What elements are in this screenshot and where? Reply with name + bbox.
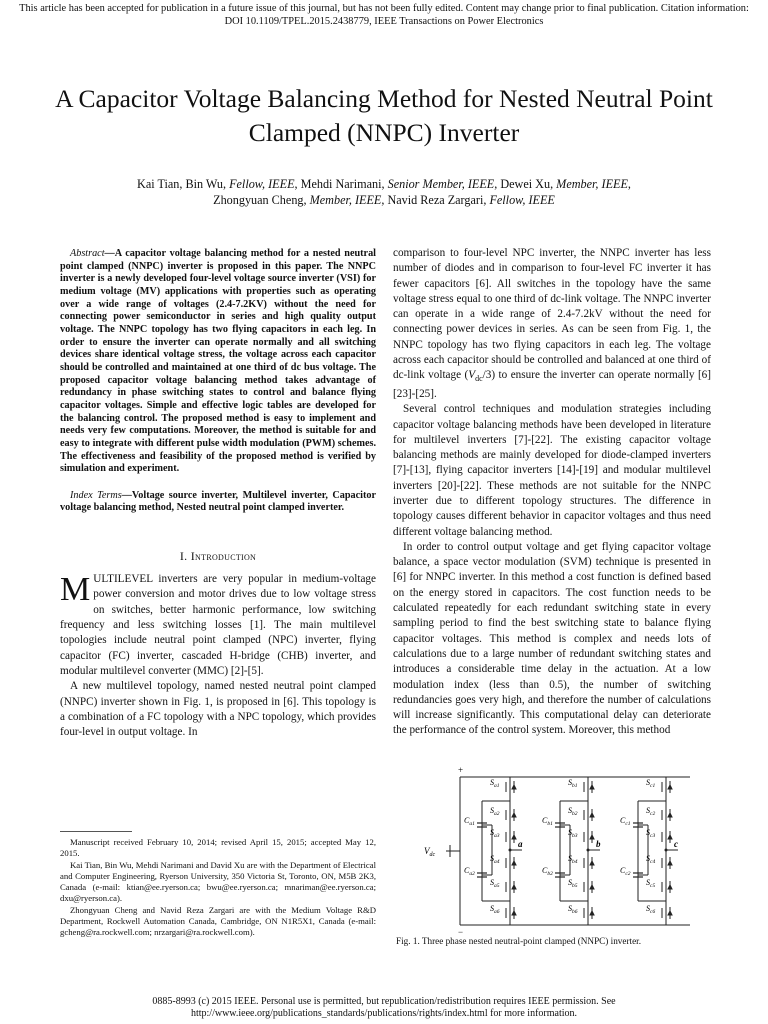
label-switch-b6: $S_{b6}$ <box>568 904 578 915</box>
index-terms-text: —Voltage source inverter, Multilevel inverter, Capacitor voltage balancing method, Nested neutral point clamped inverter. <box>60 489 376 514</box>
plus-label: + <box>458 765 464 775</box>
label-switch-b1: $S_{b1}$ <box>568 778 578 789</box>
switch-c3 <box>662 829 672 845</box>
right-text-1: comparison to four-level NPC inverter, the NNPC inverter has less number of diodes and in comparison to four-level FC inverter it has fewer capacitors [6]. All switches in the topology have the same voltage stress equal to one third of dc-link voltage. The NNPC inverter can operate in a wide range of 2.4-7.2kV without the need for connecting power devices in series. As can be seen from Fig. 1, the NNPC topology has two flying capacitors in each leg. The voltage across each capacitor should be controlled and balanced at one third of dc-link voltage ( <box>393 247 711 382</box>
author-grade: Fellow, IEEE <box>489 192 555 207</box>
footnote-authors-rockwell: Zhongyuan Cheng and Navid Reza Zargari are with the Medium Voltage R&D Department, Rockwell Automation Canada, Cambridge, ON N1R5X1, Canada (e-mail: gcheng@ra.rockwell.com; nrzargari@ra.rockwell.com). <box>60 904 376 938</box>
author-grade: Fellow, IEEE <box>229 177 295 191</box>
drop-cap: M <box>60 571 91 609</box>
footnote-rule <box>60 831 132 832</box>
section-title: Introduction <box>190 549 257 564</box>
abstract-lead: Abstract <box>70 248 105 259</box>
switch-b5 <box>584 879 594 895</box>
author-grade: Member, IEEE <box>556 177 628 191</box>
minus-label: − <box>458 927 464 935</box>
label-switch-c5: $S_{c5}$ <box>646 878 656 889</box>
label-switch-b2: $S_{b2}$ <box>568 806 578 817</box>
right-text-1-tail: /3) to ensure the inverter can operate normally [6][23]-[25]. <box>393 369 711 400</box>
switch-c4 <box>662 855 672 871</box>
author-text: , Navid Reza Zargari, <box>381 192 490 207</box>
nnpc-circuit-figure <box>420 765 716 935</box>
section-heading <box>60 549 376 564</box>
label-switch-a5: $S_{a5}$ <box>490 878 500 889</box>
switch-c1 <box>662 779 672 795</box>
switch-c6 <box>662 905 672 921</box>
author-text: Zhongyuan Cheng, <box>213 192 310 207</box>
switch-c2 <box>662 807 672 823</box>
label-switch-c1: $S_{c1}$ <box>646 778 656 789</box>
vdc-var: V <box>468 369 476 382</box>
section-numeral: I. <box>179 549 191 564</box>
switch-b3 <box>584 829 594 845</box>
label-switch-a2: $S_{a2}$ <box>490 806 500 817</box>
left-column <box>60 248 376 740</box>
paper-title: A Capacitor Voltage Balancing Method for Nested Neutral Point Clamped (NNPC) Inverter <box>55 84 713 147</box>
footnote-authors-ryerson: Kai Tian, Bin Wu, Mehdi Narimani and David Xu are with the Department of Electrical and Computer Engineering, Ryerson University, 350 Victoria St, Toronto, ON, M5B 2K3, Canada (e-mail: ktian@ee.ryerson.ca; bwu@ee.ryerson.ca; mnariman@ee.ryerson.ca; dxu@ryerson.ca). <box>60 859 376 904</box>
abstract <box>60 248 376 476</box>
label-capacitor-b2: $C_{b2}$ <box>542 866 553 877</box>
right-paragraph-2: Several control techniques and modulation strategies including capacitor voltage balancing methods have been developed in literature for multilevel inverters [7]-[22]. The existing capacitor voltage balancing methods are mainly developed for diode-clamped inverters [7]-[13], flying capacitor inverters [14]-[19] and modular multilevel inverters [20]-[22]. These methods are not suitable for the NNPC inverter due to different topology structures. The difference in topology causes different behavior in capacitor voltages and thus need different voltage balancing method. <box>393 403 711 538</box>
right-paragraph-1 <box>393 246 711 402</box>
switch-c5 <box>662 879 672 895</box>
switch-b1 <box>584 779 594 795</box>
page-footer: 0885-8993 (c) 2015 IEEE. Personal use is permitted, but republication/redistribution requires IEEE permission. See http://www.ieee.org/publications_standards/publications/rights/index.html for more information. <box>152 996 616 1019</box>
switch-a2 <box>506 807 516 823</box>
figure-caption: Fig. 1. Three phase nested neutral-point clamped (NNPC) inverter. <box>396 936 642 946</box>
output-c: c <box>674 839 678 849</box>
author-list <box>40 177 728 208</box>
label-switch-c2: $S_{c2}$ <box>646 806 656 817</box>
label-capacitor-b1: $C_{b1}$ <box>542 816 553 827</box>
author-text: , <box>627 177 631 191</box>
intro-paragraph-2: A new multilevel topology, named nested neutral point clamped (NNPC) inverter shown in Fig. 1, is proposed in [6]. This topology is a combination of a FC topology with a NPC topology, which provides four-level in output voltage. In <box>60 680 376 739</box>
label-switch-b4: $S_{b4}$ <box>568 854 578 865</box>
label-switch-b3: $S_{b3}$ <box>568 828 578 839</box>
index-terms-lead: Index Terms <box>70 489 122 501</box>
intro-paragraph-1 <box>60 572 376 679</box>
label-switch-c6: $S_{c6}$ <box>646 904 656 915</box>
author-text: Kai Tian, Bin Wu, <box>137 177 230 191</box>
author-grade: Member, IEEE <box>309 192 382 207</box>
right-paragraph-3: In order to control output voltage and get flying capacitor voltage balance, a space vector modulation (SVM) technique is presented in [6] for NNPC inverter. In this method a cost function is defined based on the energy stored in capacitors. The cost function needs to be calculated repeatedly for each redundant switching state in every sampling period to find the best switching state to balance flying capacitor voltages. This method is complex and needs lots of calculations due to a large number of redundant switching states and introduces a considerable time delay in the actuation. At a low modulation index (less than 0.5), the number of switching redundancies goes very high, and therefore the number of calculations will increase significantly. This computational delay can deteriorate the performance of the control system. Moreover, this method <box>393 540 711 737</box>
switch-b6 <box>584 905 594 921</box>
intro-text-1: ULTILEVEL inverters are very popular in medium-voltage power conversion and motor drives due to low voltage stress on switches, better harmonic performance, low switching frequency and less switching losses [1]. The main multilevel topologies include neutral point clamped (NPC) inverter, flying capacitor (FC) inverter, cascaded H-bridge (CHB) inverter, and modular multilevel converter (MMC) [2]-[5]. <box>60 573 376 677</box>
abstract-text: —A capacitor voltage balancing method for a nested neutral point clamped (NNPC) inverter is proposed in this paper. The NNPC inverter is a newly developed four-level voltage source inverter (VSI) for medium voltage (MV) applications with properties such as operating over a wide range of voltages (2.4-7.2KV) without the need for connecting power semiconductor in series and high quality output voltage. The NNPC topology has two flying capacitors in each leg. In order to ensure the inverter can operate normally and all switching devices share identical voltage stress, the voltage across each capacitor should be controlled and maintained at one third of dc bus voltage. The proposed capacitor voltage balancing method takes advantage of redundancy in phase switching states to control and balance flying capacitor voltages. Simple and effective logic tables are developed for the balancing control. The proposed method is easy to implement and needs very few computations. Moreover, the method is suitable for and easy to integrate with different pulse width modulation (PWM) schemes. The effectiveness and feasibility of the proposed method is verified by simulation and experiment. <box>60 248 376 475</box>
switch-b2 <box>584 807 594 823</box>
label-switch-a1: $S_{a1}$ <box>490 778 500 789</box>
footnotes <box>60 837 376 939</box>
switch-a1 <box>506 779 516 795</box>
switch-a6 <box>506 905 516 921</box>
switch-a3 <box>506 829 516 845</box>
output-a: a <box>518 839 523 849</box>
label-switch-c3: $S_{c3}$ <box>646 828 656 839</box>
author-text: , Mehdi Narimani, <box>294 177 388 191</box>
switch-b4 <box>584 855 594 871</box>
index-terms <box>60 490 376 515</box>
journal-banner: This article has been accepted for publication in a future issue of this journal, but has not been fully edited. Content may change prior to final publication. Citation information: DOI 10.1109/TPEL.2015.2438779, IEEE Transactions on Power Electronics <box>19 3 749 27</box>
label-switch-c4: $S_{c4}$ <box>646 854 656 865</box>
right-column <box>393 246 711 739</box>
label-switch-a6: $S_{a6}$ <box>490 904 500 915</box>
label-capacitor-c2: $C_{c2}$ <box>620 866 631 877</box>
label-capacitor-a2: $C_{a2}$ <box>464 866 475 877</box>
label-switch-b5: $S_{b5}$ <box>568 878 578 889</box>
author-text: , Dewei Xu, <box>494 177 557 191</box>
footnote-received: Manuscript received February 10, 2014; revised April 15, 2015; accepted May 12, 2015. <box>60 837 376 859</box>
output-b: b <box>596 839 601 849</box>
vdc-label: $V_{dc}$ <box>424 846 436 858</box>
label-switch-a4: $S_{a4}$ <box>490 854 500 865</box>
author-grade: Senior Member, IEEE <box>387 177 495 191</box>
label-capacitor-a1: $C_{a1}$ <box>464 816 475 827</box>
switch-a5 <box>506 879 516 895</box>
vdc-sub: dc <box>475 374 483 384</box>
label-switch-a3: $S_{a3}$ <box>490 828 500 839</box>
switch-a4 <box>506 855 516 871</box>
label-capacitor-c1: $C_{c1}$ <box>620 816 631 827</box>
circuit-diagram <box>420 765 716 935</box>
